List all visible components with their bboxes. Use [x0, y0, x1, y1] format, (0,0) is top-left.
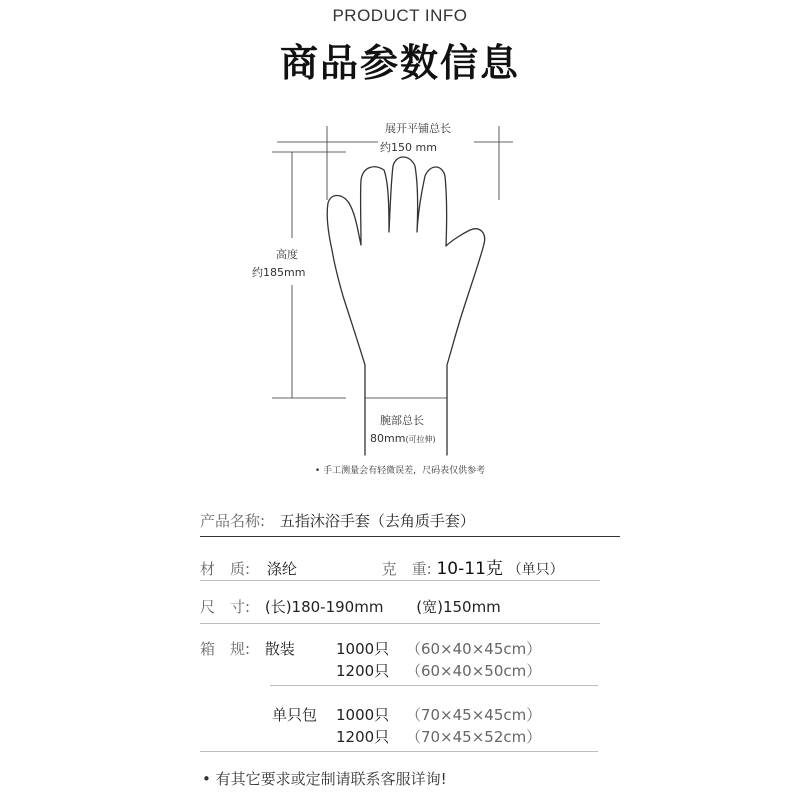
name-value: 五指沐浴手套（去角质手套） [279, 512, 475, 530]
divider-bulk [270, 685, 598, 686]
divider-material [200, 580, 600, 581]
size-length: (长)180-190mm [264, 598, 384, 616]
bulk-row-2 [336, 660, 596, 681]
single-row-2 [336, 726, 596, 747]
height-label: 高度 [276, 248, 298, 261]
glove-outline [327, 157, 484, 455]
height-value: 约185mm [252, 266, 306, 279]
single-dims-1: （70×45×45cm） [405, 706, 542, 724]
weight-value: 10-11克 [436, 559, 503, 579]
bulk-dims-2: （60×40×50cm） [405, 662, 542, 680]
box-label: 箱 规: [200, 640, 251, 658]
english-title: PRODUCT INFO [332, 6, 468, 25]
single-pack-label-row [272, 704, 332, 725]
bulk-dims-1: （60×40×45cm） [405, 640, 542, 658]
bulk-qty-2: 1200只 [336, 662, 390, 680]
bulk-label: 散装 [264, 640, 295, 658]
measurement-note: • 手工测量会有轻微误差，尺码表仅供参考 [314, 466, 486, 476]
size-width: (宽)150mm [416, 598, 501, 616]
size-label: 尺 寸: [200, 598, 251, 616]
spec-row-material [200, 554, 600, 579]
spec-row-name [200, 510, 600, 531]
material-label: 材 质: [200, 560, 251, 578]
divider-name [200, 536, 620, 537]
divider-single [200, 751, 598, 752]
wrist-value-note: (可拉伸) [405, 435, 436, 444]
bulk-qty-1: 1000只 [336, 640, 390, 658]
name-label: 产品名称: [200, 512, 266, 530]
width-value: 约150 mm [380, 141, 437, 154]
wrist-value [370, 432, 436, 445]
wrist-label: 腕部总长 [380, 414, 424, 427]
chinese-title: 商品参数信息 [279, 41, 520, 85]
spec-row-size [200, 596, 600, 617]
single-dims-2: （70×45×52cm） [405, 728, 542, 746]
contact-note: • 有其它要求或定制请联系客服详询! [202, 770, 447, 788]
single-qty-2: 1200只 [336, 728, 390, 746]
divider-size [200, 623, 600, 624]
bulk-row-1 [336, 638, 596, 659]
single-row-1 [336, 704, 596, 725]
single-pack-label: 单只包 [272, 706, 318, 724]
weight-label: 克 重: [381, 560, 432, 578]
width-label: 展开平铺总长 [385, 122, 451, 135]
weight-unit: （单只） [507, 562, 564, 578]
single-qty-1: 1000只 [336, 706, 390, 724]
material-value: 涤纶 [266, 560, 297, 578]
wrist-value-number: 80mm [370, 432, 406, 445]
